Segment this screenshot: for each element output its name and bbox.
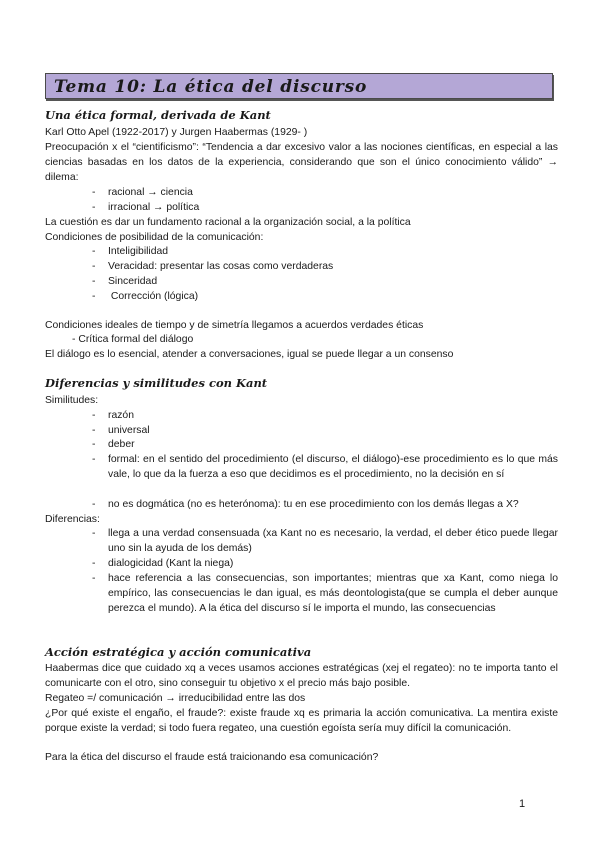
list-item: - formal: en el sentido del procedimiento (el discurso, el diálogo)-ese procedimiento es lo que más vale, lo que da la fuerza a eso que decidimos es el procedimiento, no la decisión en sí xyxy=(92,454,558,481)
conditions-title: Condiciones de posibilidad de la comunicación: xyxy=(45,232,264,243)
document-page: Tema 10: La ética del discurso Una ética formal, derivada de Kant Karl Otto Apel (1922-2017) y Jurgen Haabermas (1929- ) Preocupación x el “cientificismo”: “Tendencia a dar excesivo valor a las nociones científicas, en especial a las ciencias basadas en los datos de la experiencia, considerando que son el único conocimiento válido” → dilema: - racional → ciencia - irracional → política La cuestión es dar un fundamento racional a la organización social, a la política Condiciones de posibilidad de la comunicación: - Inteligibilidad - Veracidad: presentar las cosas como verdaderas - Sinceridad - Corrección (lógica) Condiciones ideales de tiempo y de simetría llegamos a acuerdos verdades éticas - Crítica formal del diálogo El diálogo es lo esencial, atender a conversaciones, igual se puede llegar a un consenso Diferencias y similitudes con Kant Similitudes: - razón - universal - deber - formal: en el sentido del procedimiento (el discurso, el diálogo)-ese procedimiento es lo que más vale, lo que da la fuerza a eso que decidimos es el procedimiento, no la decisión en sí - no es dogmática (no es heterónoma): tu en ese procedimiento con los demás llegas a X? Diferencias: - llega a una verdad consensuada (xa Kant no es necesario, la verdad, el deber ético puede llegar uno sin la ayuda de los demás) - dialogicidad (Kant la niega) - hace referencia a las consecuencias, son importantes; mientras que xa Kant, como niega lo empírico, las consecuencias le dan igual, es más deontologista(que se cumpla el deber aunque perezca el mundo). A la ética del discurso sí le importa el mundo, las consecuencias Acción estratégica y acción comunicativa Haabermas dice que cuidado xq a veces usamos acciones estratégicas (xej el regateo): no te importa tanto el comunicarte con el otro, sino conseguir tu objetivo x el precio más bajo posible. Regateo =/ comunicación → irreducibilidad entre las dos ¿Por qué existe el engaño, el fraude?: existe fraude xq es primaria la acción comunicativa. La mentira existe porque existe la verdad; si todo fuera regateo, una cuestión egoísta sería muy difícil la comunicación. Para la ética del discurso el fraude está traicionando esa comunicación? 1 xyxy=(0,0,600,848)
final-question-line: Para la ética del discurso el fraude está traicionando esa comunicación? xyxy=(45,752,379,763)
regateo-line: Regateo =/ comunicación → irreducibilidad entre las dos xyxy=(45,693,306,704)
list-item: - llega a una verdad consensuada (xa Kant no es necesario, la verdad, el deber ético puede llegar uno sin la ayuda de los demás) xyxy=(92,528,558,555)
fraud-paragraph: ¿Por qué existe el engaño, el fraude?: existe fraude xq es primaria la acción comunicativa. La mentira existe porque existe la verdad; si todo fuera regateo, una cuestión egoísta sería muy difícil la comunicación. xyxy=(45,708,558,735)
page-number: 1 xyxy=(519,798,526,810)
list-item: - hace referencia a las consecuencias, son importantes; mientras que xa Kant, como niega lo empírico, las consecuencias le dan igual, es más deontologista(que se cumpla el deber aunque perezca el mundo). A la ética del discurso sí le importa el mundo, las consecuencias xyxy=(92,573,558,615)
strategic-action-paragraph: Haabermas dice que cuidado xq a veces usamos acciones estratégicas (xej el regateo): no te importa tanto el comunicarte con el otro, sino conseguir tu objetivo x el precio más bajo posible. xyxy=(45,663,558,690)
critique-line: - Crítica formal del diálogo xyxy=(72,334,194,345)
differences-title: Diferencias: xyxy=(45,514,100,525)
section-heading-etica-formal: Una ética formal, derivada de Kant xyxy=(45,108,271,122)
section-heading-accion: Acción estratégica y acción comunicativa xyxy=(45,645,312,659)
question-line: La cuestión es dar un fundamento racional a la organización social, a la política xyxy=(45,217,411,228)
similarities-title: Similitudes: xyxy=(45,395,99,406)
cientificismo-paragraph: Preocupación x el “cientificismo”: “Tendencia a dar excesivo valor a las nociones científicas, en especial a las ciencias basadas en los datos de la experiencia, considerando que son el único conocimiento válido” → dilema: xyxy=(45,142,558,184)
title-banner xyxy=(45,73,553,99)
page-title: Tema 10: La ética del discurso xyxy=(54,77,368,97)
ideal-conditions-line: Condiciones ideales de tiempo y de simetría llegamos a acuerdos verdades éticas xyxy=(45,320,424,331)
dialogue-line: El diálogo es lo esencial, atender a conversaciones, igual se puede llegar a un consenso xyxy=(45,349,454,360)
authors-line: Karl Otto Apel (1922-2017) y Jurgen Haabermas (1929- ) xyxy=(45,127,308,138)
section-heading-diferencias: Diferencias y similitudes con Kant xyxy=(45,376,268,390)
